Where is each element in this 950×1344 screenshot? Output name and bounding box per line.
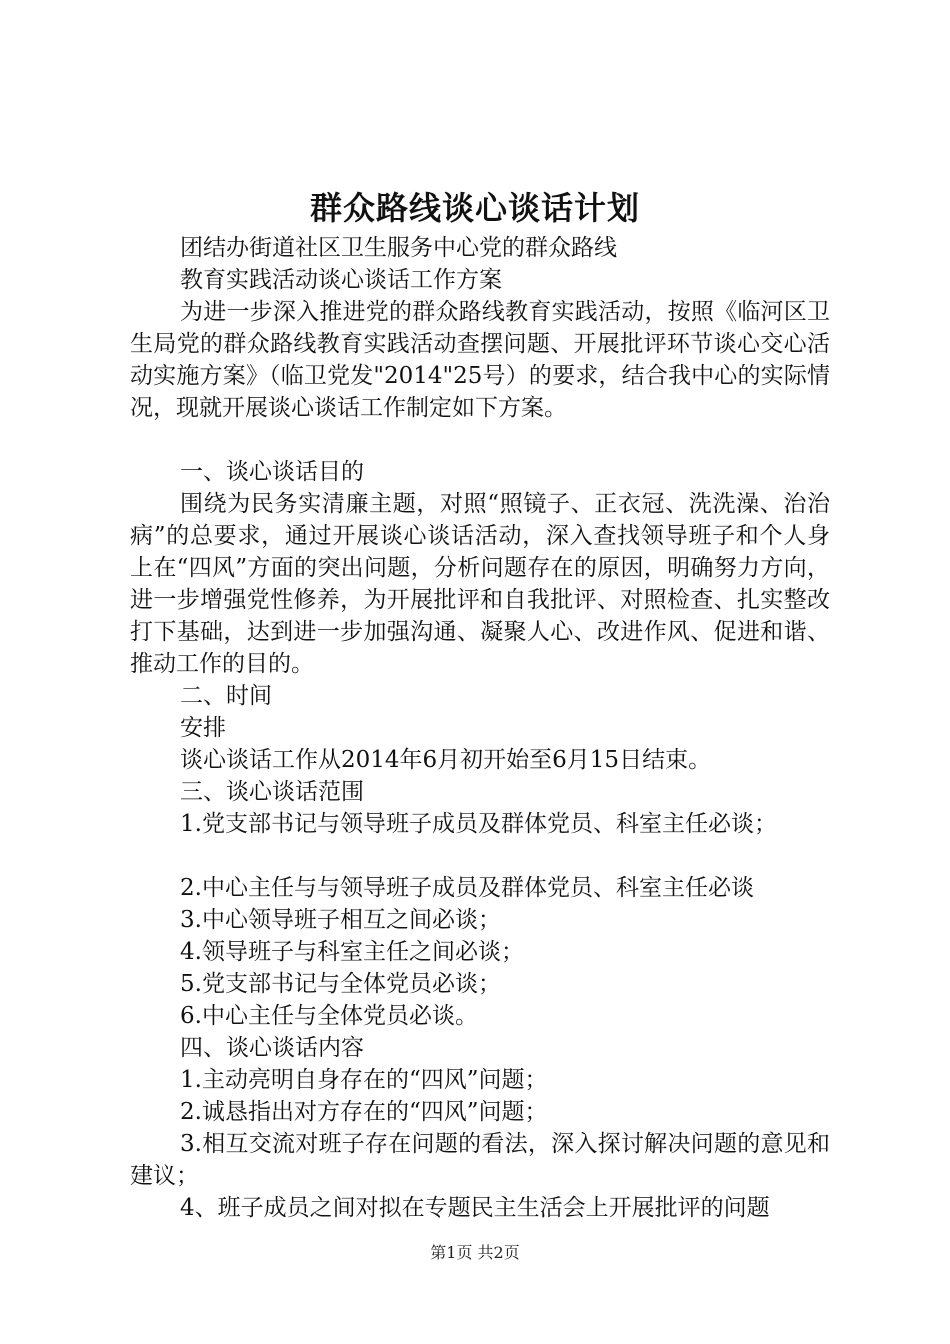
list-item: 4、班子成员之间对拟在专题民主生活会上开展批评的问题 (180, 1195, 770, 1221)
section-heading-1: 一、谈心谈话目的 (180, 459, 364, 485)
intro-paragraph: 为进一步深入推进党的群众路线教育实践活动，按照《临河区卫生局党的群众路线教育实践活动查摆问题、开展批评环节谈心交心活动实施方案》（临卫党发"2014"25号）的要求，结合我中心的实际情况，现就开展谈心谈话工作制定如下方案。 (130, 299, 830, 421)
subtitle-line-2: 教育实践活动谈心谈话工作方案 (180, 267, 502, 293)
section-1-paragraph: 围绕为民务实清廉主题，对照“照镜子、正衣冠、洗洗澡、治治病”的总要求，通过开展谈心谈话活动，深入查找领导班子和个人身上在“四风”方面的突出问题，分析问题存在的原因，明确努力方向，进一步增强党性修养，为开展批评和自我批评、对照检查、扎实整改打下基础，达到进一步加强沟通、凝聚人心、改进作风、促进和谐、推动工作的目的。 (130, 491, 830, 677)
subtitle-line-1: 团结办街道社区卫生服务中心党的群众路线 (180, 235, 617, 261)
list-item: 2.中心主任与与领导班子成员及群体党员、科室主任必谈 (180, 875, 754, 901)
list-item: 4.领导班子与科室主任之间必谈； (180, 939, 524, 965)
list-item: 5.党支部书记与全体党员必谈； (180, 971, 501, 997)
list-item: 1.党支部书记与领导班子成员及群体党员、科室主任必谈； (180, 811, 777, 837)
list-item: 3.相互交流对班子存在问题的看法，深入探讨解决问题的意见和建议； (130, 1131, 830, 1189)
section-2-label: 安排 (180, 715, 226, 741)
document-body (130, 232, 830, 1224)
page-footer: 第1页 共2页 (430, 1243, 520, 1262)
section-heading-2: 二、时间 (180, 683, 272, 709)
list-item: 3.中心领导班子相互之间必谈； (180, 907, 501, 933)
list-item: 1.主动亮明自身存在的“四风”问题； (180, 1067, 548, 1093)
list-item: 6.中心主任与全体党员必谈。 (180, 1003, 478, 1029)
section-2-paragraph: 谈心谈话工作从2014年6月初开始至6月15日结束。 (180, 747, 712, 773)
section-heading-4: 四、谈心谈话内容 (180, 1035, 364, 1061)
document-title: 群众路线谈心谈话计划 (309, 189, 640, 227)
list-item: 2.诚恳指出对方存在的“四风”问题； (180, 1099, 548, 1125)
section-heading-3: 三、谈心谈话范围 (180, 779, 364, 805)
